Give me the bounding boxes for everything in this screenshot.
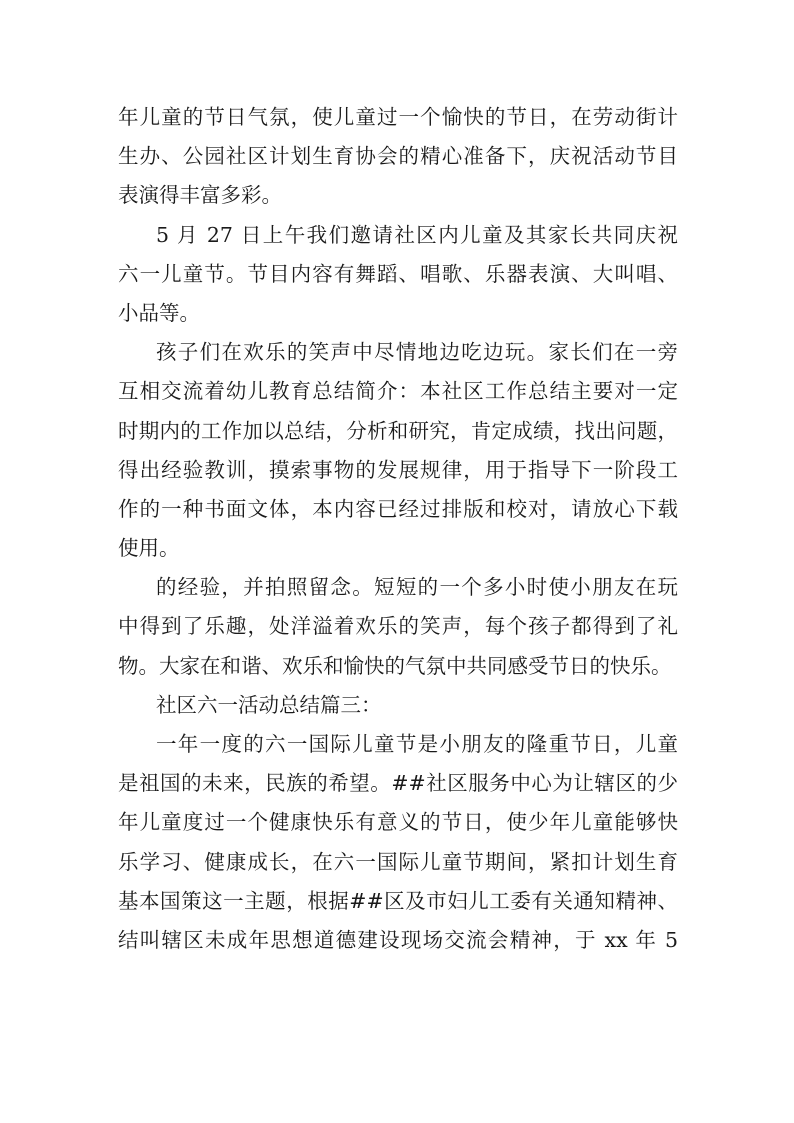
text-line: 乐学习、健康成长，在六一国际儿童节期间，紧扣计划生育 — [118, 849, 678, 874]
paragraph-5 — [118, 725, 678, 960]
text-line: 小品等。 — [118, 300, 200, 325]
text-line: 孩子们在欢乐的笑声中尽情地边吃边玩。家长们在一旁 — [156, 340, 678, 365]
paragraph-2 — [118, 216, 678, 334]
text-line: 基本国策这一主题，根据##区及市妇儿工委有关通知精神、 — [118, 888, 678, 913]
text-line: 表演得丰富多彩。 — [118, 183, 282, 208]
text-line: 的经验，并拍照留念。短短的一个多小时使小朋友在玩 — [156, 575, 678, 600]
text-line: 得出经验教训，摸索事物的发展规律，用于指导下一阶段工 — [118, 457, 678, 482]
text-line: 六一儿童节。节目内容有舞蹈、唱歌、乐器表演、大叫唱、 — [118, 261, 678, 286]
text-line: 物。大家在和谐、欢乐和愉快的气氛中共同感受节日的快乐。 — [118, 653, 672, 678]
section-heading — [118, 686, 678, 725]
text-line: 生办、公园社区计划生育协会的精心准备下，庆祝活动节目 — [118, 144, 678, 169]
text-line: 互相交流着幼儿教育总结简介：本社区工作总结主要对一定 — [118, 379, 678, 404]
paragraph-4 — [118, 568, 678, 686]
text-line: 结叫辖区未成年思想道德建设现场交流会精神，于 xx 年 5 — [118, 927, 678, 952]
paragraph-1 — [118, 98, 678, 216]
text-line: 年儿童度过一个健康快乐有意义的节日，使少年儿童能够快 — [118, 810, 678, 835]
text-line: 是祖国的未来，民族的希望。##社区服务中心为让辖区的少 — [118, 771, 678, 796]
text-line: 使用。 — [118, 536, 180, 561]
text-line: 5 月 27 日上午我们邀请社区内儿童及其家长共同庆祝 — [156, 222, 678, 247]
section-title: 社区六一活动总结篇三： — [156, 692, 382, 717]
text-line: 年儿童的节日气氛，使儿童过一个愉快的节日，在劳动街计 — [118, 105, 678, 129]
text-line: 作的一种书面文体，本内容已经过排版和校对，请放心下载 — [118, 496, 678, 521]
document-page — [118, 98, 678, 960]
text-line: 时期内的工作加以总结，分析和研究，肯定成绩，找出问题， — [118, 418, 678, 443]
text-line: 一年一度的六一国际儿童节是小朋友的隆重节日，儿童 — [156, 732, 678, 756]
paragraph-3 — [118, 333, 678, 568]
text-line: 中得到了乐趣，处洋溢着欢乐的笑声，每个孩子都得到了礼 — [118, 614, 678, 639]
